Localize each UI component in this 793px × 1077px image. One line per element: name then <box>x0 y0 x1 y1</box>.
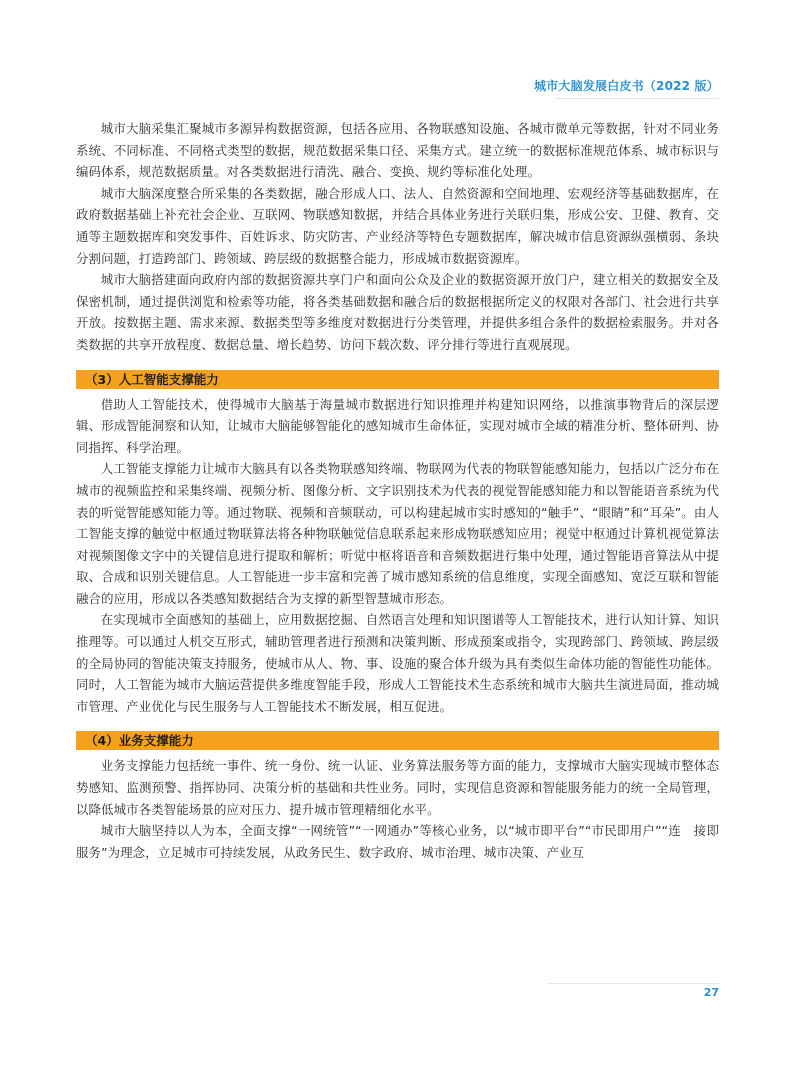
paragraph-data-integration: 城市大脑深度整合所采集的各类数据，融合形成人口、法人、自然资源和空间地理、宏观经济等基础数据库，在政府数据基础上补充社会企业、互联网、物联感知数据，并结合具体业务进行关联归集，形成公安、卫健、教育、交通等主题数据库和突发事件、百姓诉求、防灾防害、产业经济等特色专题数据库，解决城市信息资源纵强横弱、条块分割问题，打造跨部门、跨领域、跨层级的数据整合能力，形成城市数据资源库。 <box>76 185 719 266</box>
paragraph-ai-perception: 人工智能支撑能力让城市大脑具有以各类物联感知终端、物联网为代表的物联智能感知能力，包括以广泛分布在城市的视频监控和采集终端、视频分析、图像分析、文字识别技术为代表的视觉智能感知能力和以智能语音系统为代表的听觉智能感知能力等。通过物联、视频和音频联动，可以构建起城市实时感知的“触手”、“眼睛”和“耳朵”。由人工智能支撑的触觉中枢通过物联算法将各种物联触觉信息联系起来形成物联感知应用；视觉中枢通过计算机视觉算法对视频图像文字中的关键信息进行提取和解析；听觉中枢将语音和音频数据进行集中处理，通过智能语音算法从中提取、合成和识别关键信息。人工智能进一步丰富和完善了城市感知系统的信息维度，实现全面感知、宽泛互联和智能融合的应用，形成以各类感知数据结合为支撑的新型智慧城市形态。 <box>76 461 719 606</box>
section-heading-business-support: （4）业务支撑能力 <box>76 731 719 750</box>
paragraph-data-collection: 城市大脑采集汇聚城市多源异构数据资源，包括各应用、各物联感知设施、各城市微单元等数据，针对不同业务系统、不同标准、不同格式类型的数据，规范数据采集口径、采集方式。建立统一的数据标准规范体系、城市标识与编码体系，规范数据质量。对各类数据进行清洗、融合、变换、规约等标准化处理。 <box>76 121 719 180</box>
header-divider <box>555 98 719 99</box>
page-number: 27 <box>703 986 719 999</box>
paragraph-data-sharing: 城市大脑搭建面向政府内部的数据资源共享门户和面向公众及企业的数据资源开放门户，建立相关的数据安全及保密机制，通过提供浏览和检索等功能，将各类基础数据和融合后的数据根据所定义的权限对各部门、社会进行共享开放。按数据主题、需求来源、数据类型等多维度对数据进行分类管理，并提供多组合条件的数据检索服务。并对各类数据的共享开放程度、数据总量、增长趋势、访问下载次数、评分排行等进行直观展现。 <box>76 272 719 352</box>
paragraph-people-oriented: 城市大脑坚持以人为本，全面支撑“一网统管”“一网通办”等核心业务，以“城市即平台”“市民即用户”“连 接即服务”为理念，立足城市可持续发展，从政务民生、数字政府、城市治理、城市决策、产业互 <box>76 823 719 860</box>
page-body <box>76 118 719 863</box>
footer-divider <box>548 983 719 984</box>
paragraph-ai-knowledge: 借助人工智能技术，使得城市大脑基于海量城市数据进行知识推理并构建知识网络，以推演事物背后的深层逻辑、形成智能洞察和认知，让城市大脑能够智能化的感知城市生命体征，实现对城市全域的精准分析、整体研判、协同指挥、科学治理。 <box>76 396 719 455</box>
paragraph-business-capability: 业务支撑能力包括统一事件、统一身份、统一认证、业务算法服务等方面的能力，支撑城市大脑实现城市整体态势感知、监测预警、指挥协同、决策分析的基础和共性业务。同时，实现信息资源和智能服务能力的统一全局管理，以降低城市各类智能场景的应对压力、提升城市管理精细化水平。 <box>76 758 719 817</box>
section-heading-ai-support: （3）人工智能支撑能力 <box>76 370 719 389</box>
document-header-title: 城市大脑发展白皮书（2022 版） <box>534 79 719 93</box>
paragraph-ai-decision: 在实现城市全面感知的基础上，应用数据挖掘、自然语言处理和知识图谱等人工智能技术，进行认知计算、知识推理等。可以通过人机交互形式，辅助管理者进行预测和决策判断、形成预案或指令，实现跨部门、跨领域、跨层级的全局协同的智能决策支持服务，使城市从人、物、事、设施的聚合体升级为具有类似生命体功能的智能性功能体。同时，人工智能为城市大脑运营提供多维度智能手段，形成人工智能技术生态系统和城市大脑共生演进局面，推动城市管理、产业优化与民生服务与人工智能技术不断发展，相互促进。 <box>76 612 719 714</box>
